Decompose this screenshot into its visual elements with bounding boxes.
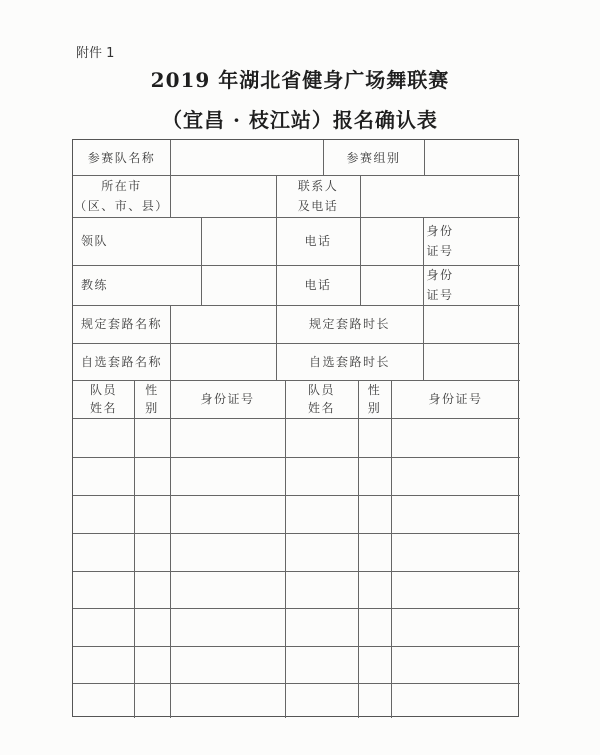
- gender-header: [134, 380, 170, 418]
- col-divider: [170, 380, 171, 718]
- member-id-header: 身份证号: [200, 392, 255, 406]
- row-divider: [73, 457, 520, 458]
- contact-label-line2: 及电话: [297, 199, 339, 213]
- gender-header-line1: 性: [145, 383, 159, 397]
- page-subtitle: （宜昌 · 枝江站）报名确认表: [162, 108, 438, 132]
- contact-field[interactable]: [360, 175, 520, 217]
- gender-header-2-line2: 别: [367, 401, 382, 415]
- row-divider: [73, 571, 520, 572]
- row-divider: [73, 608, 520, 609]
- leader-id-label-line1: 身份: [426, 224, 454, 238]
- col-divider: [134, 380, 135, 718]
- free-time-label: 自选套路时长: [308, 354, 390, 369]
- routine-name-field[interactable]: [170, 305, 276, 343]
- col-divider: [358, 380, 359, 718]
- routine-name-label: 规定套路名称: [81, 317, 163, 331]
- free-name-field[interactable]: [170, 343, 276, 380]
- registration-form: [72, 139, 519, 717]
- contact-label: [276, 175, 360, 217]
- row-divider: [73, 533, 520, 534]
- member-name-header-line1: 队员: [89, 383, 117, 397]
- member-id-header-2: 身份证号: [428, 392, 483, 406]
- gender-header-2-line1: 性: [367, 383, 382, 397]
- attachment-label: 附件 1: [76, 46, 115, 61]
- group-label: 参赛组别: [346, 150, 401, 165]
- member-name-header: [73, 380, 134, 418]
- contact-label-line1: 联系人: [297, 179, 339, 193]
- gender-header-line2: 别: [145, 401, 159, 415]
- gender-header-2: [358, 380, 391, 418]
- coach-phone-label: 电话: [304, 278, 332, 292]
- leader-id-label: [360, 217, 520, 265]
- leader-label: 领队: [81, 234, 109, 248]
- team-name-field[interactable]: [170, 140, 323, 175]
- row-divider: [73, 646, 520, 647]
- coach-id-label: [360, 265, 520, 305]
- city-label-line2: （区、市、县）: [74, 199, 169, 213]
- city-label: [73, 175, 170, 217]
- member-name-header-2: [285, 380, 358, 418]
- col-divider: [285, 380, 286, 718]
- leader-name-field[interactable]: [201, 217, 276, 265]
- member-name-header-line2: 姓名: [89, 401, 117, 415]
- free-time-field[interactable]: [423, 343, 520, 380]
- free-name-label: 自选套路名称: [81, 354, 163, 369]
- leader-phone-label: 电话: [304, 234, 332, 248]
- group-field[interactable]: [424, 140, 520, 175]
- leader-id-label-line2: 证号: [426, 244, 454, 258]
- city-field[interactable]: [170, 175, 276, 217]
- page-title: 2019 年湖北省健身广场舞联赛: [150, 68, 450, 92]
- city-label-line1: 所在市: [101, 179, 142, 193]
- member-name-header-2-line1: 队员: [307, 383, 335, 397]
- row-divider: [73, 495, 520, 496]
- row-divider: [73, 683, 520, 684]
- col-divider: [391, 380, 392, 718]
- team-name-label: 参赛队名称: [87, 150, 156, 165]
- member-name-header-2-line2: 姓名: [307, 401, 335, 415]
- routine-time-field[interactable]: [423, 305, 520, 343]
- coach-id-label-line1: 身份: [426, 268, 454, 282]
- row-divider: [73, 418, 520, 419]
- coach-label: 教练: [81, 278, 109, 292]
- coach-name-field[interactable]: [201, 265, 276, 305]
- routine-time-label: 规定套路时长: [308, 317, 390, 331]
- coach-id-label-line2: 证号: [426, 288, 454, 302]
